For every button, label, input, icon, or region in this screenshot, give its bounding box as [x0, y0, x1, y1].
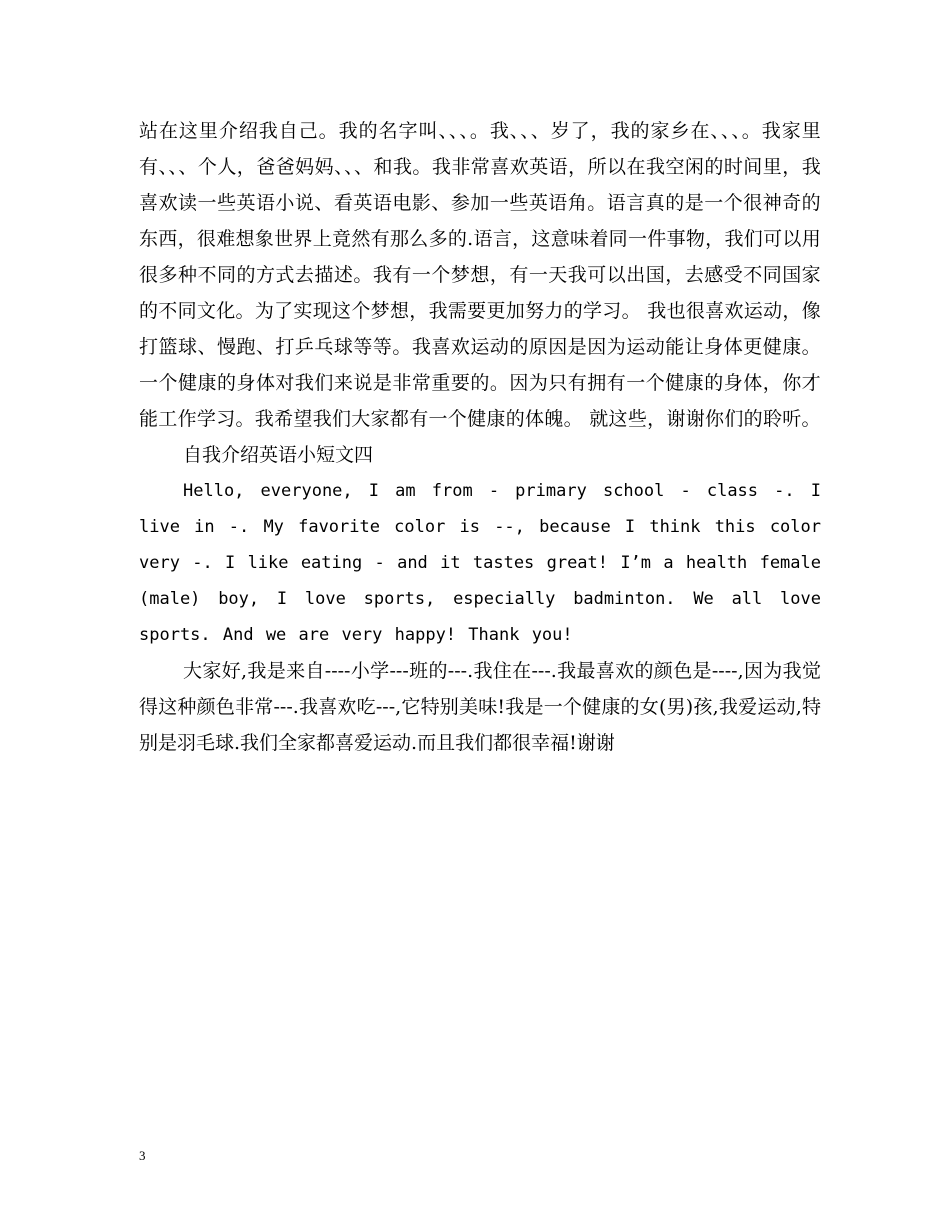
intro-paragraph: 站在这里介绍我自己。我的名字叫、、、。我、、、岁了，我的家乡在、、、。我家里有、、、个人，爸爸妈妈、、、和我。我非常喜欢英语，所以在我空闲的时间里，我喜欢读一些英语小说、看英语电影、参加一些英语角。语言真的是一个很神奇的东西，很难想象世界上竟然有那么多的.语言，这意味着同一件事物，我们可以用很多种不同的方式去描述。我有一个梦想，有一天我可以出国，去感受不同国家的不同文化。为了实现这个梦想，我需要更加努力的学习。 我也很喜欢运动，像打篮球、慢跑、打乒乓球等等。我喜欢运动的原因是因为运动能让身体更健康。一个健康的身体对我们来说是非常重要的。因为只有拥有一个健康的身体，你才能工作学习。我希望我们大家都有一个健康的体魄。 就这些，谢谢你们的聆听。 — [139, 120, 821, 430]
document-body — [139, 113, 821, 761]
section-heading: 自我介绍英语小短文四 — [183, 444, 374, 466]
page-number: 3 — [139, 1148, 146, 1163]
english-paragraph: Hello, everyone, I am from - primary school - class -. I live in -. My favorite color is --, because I think this color very -. I like eating - and it tastes great! I’m a health female (male) boy, I love sports, especially badminton. We all love sports. And we are very happy! Thank you! — [139, 481, 821, 645]
chinese-translation-paragraph: 大家好,我是来自----小学---班的---.我住在---.我最喜欢的颜色是----,因为我觉得这种颜色非常---.我喜欢吃---,它特别美味!我是一个健康的女(男)孩,我爱运动,特别是羽毛球.我们全家都喜爱运动.而且我们都很幸福!谢谢 — [139, 660, 821, 754]
